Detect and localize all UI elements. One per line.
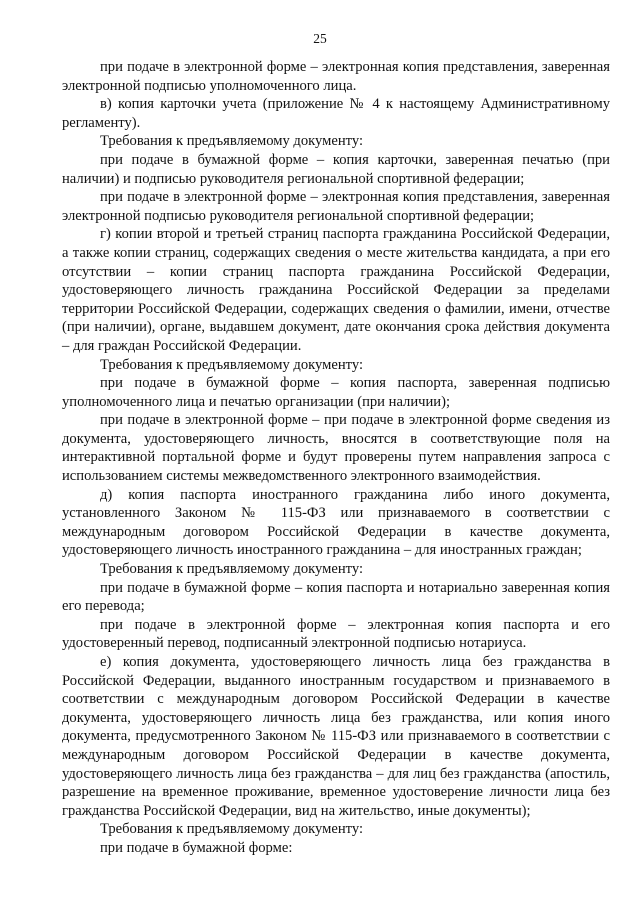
paragraph: д) копия паспорта иностранного гражданина либо иного документа, установленного Законом № 115-ФЗ или признаваемого в соответствии с международным договором Российской Федерации в качестве документа, удостоверяющего личность иностранного гражданина – для иностранных граждан; (62, 486, 610, 559)
paragraph: при подаче в электронной форме – электронная копия паспорта и его удостоверенный перевод, подписанный электронной подписью нотариуса. (62, 616, 610, 652)
paragraph: при подаче в бумажной форме – копия паспорта и нотариально заверенная копия его перевода; (62, 579, 610, 615)
paragraph: при подаче в бумажной форме: (100, 839, 293, 856)
paragraph: Требования к предъявляемому документу: (100, 561, 364, 578)
paragraph: при подаче в электронной форме – электронная копия представления, заверенная электронной подписью руководителя региональной спортивной федерации; (62, 189, 610, 224)
page-number: 25 (313, 31, 327, 46)
paragraph: г) копии второй и третьей страниц паспорта гражданина Российской Федерации, а также копии страниц, содержащих сведения о месте жительства кандидата, а при его отсутствии – копии страниц паспорта гражданина Российской Федерации, удостоверяющего личность гражданина Российской Федерации за пределами территории Российской Федерации, содержащих сведения о фамилии, имени, отчестве (при наличии), органе, выдавшем документ, дате окончания срока действия документа – для граждан Российской Федерации. (62, 226, 610, 354)
paragraph: Требования к предъявляемому документу: (100, 821, 364, 838)
paragraph: Требования к предъявляемому документу: (100, 133, 364, 150)
paragraph: при подаче в бумажной форме – копия паспорта, заверенная подписью уполномоченного лица и печатью организации (при наличии); (62, 375, 610, 410)
document-body (62, 58, 610, 858)
paragraph: при подаче в бумажной форме – копия карточки, заверенная печатью (при наличии) и подписью руководителя региональной спортивной федерации; (62, 151, 610, 187)
paragraph: при подаче в электронной форме – электронная копия представления, заверенная электронной подписью уполномоченного лица. (62, 59, 610, 94)
paragraph: при подаче в электронной форме – при подаче в электронной форме сведения из документа, удостоверяющего личность, вносятся в соответствующие поля на интерактивной портальной форме и будут проверены путем направления запроса с использованием системы межведомственного электронного взаимодействия. (62, 412, 610, 485)
paragraph: в) копия карточки учета (приложение № 4 к настоящему Административному регламенту). (62, 96, 610, 131)
paragraph: е) копия документа, удостоверяющего личность лица без гражданства в Российской Федерации, выданного иностранным государством и признаваемого в соответствии с международным договором Российской Федерации в качестве документа, удостоверяющего личность лица без гражданства, или копия иного документа, предусмотренного Законом № 115-ФЗ или признаваемого в соответствии с международным договором Российской Федерации в качестве документа, удостоверяющего личность лица без гражданства – для лиц без гражданства (апостиль, разрешение на временное проживание, временное удостоверение личности лица без гражданства Российской Федерации, вид на жительство, иные документы); (62, 654, 610, 819)
paragraph: Требования к предъявляемому документу: (100, 356, 364, 373)
